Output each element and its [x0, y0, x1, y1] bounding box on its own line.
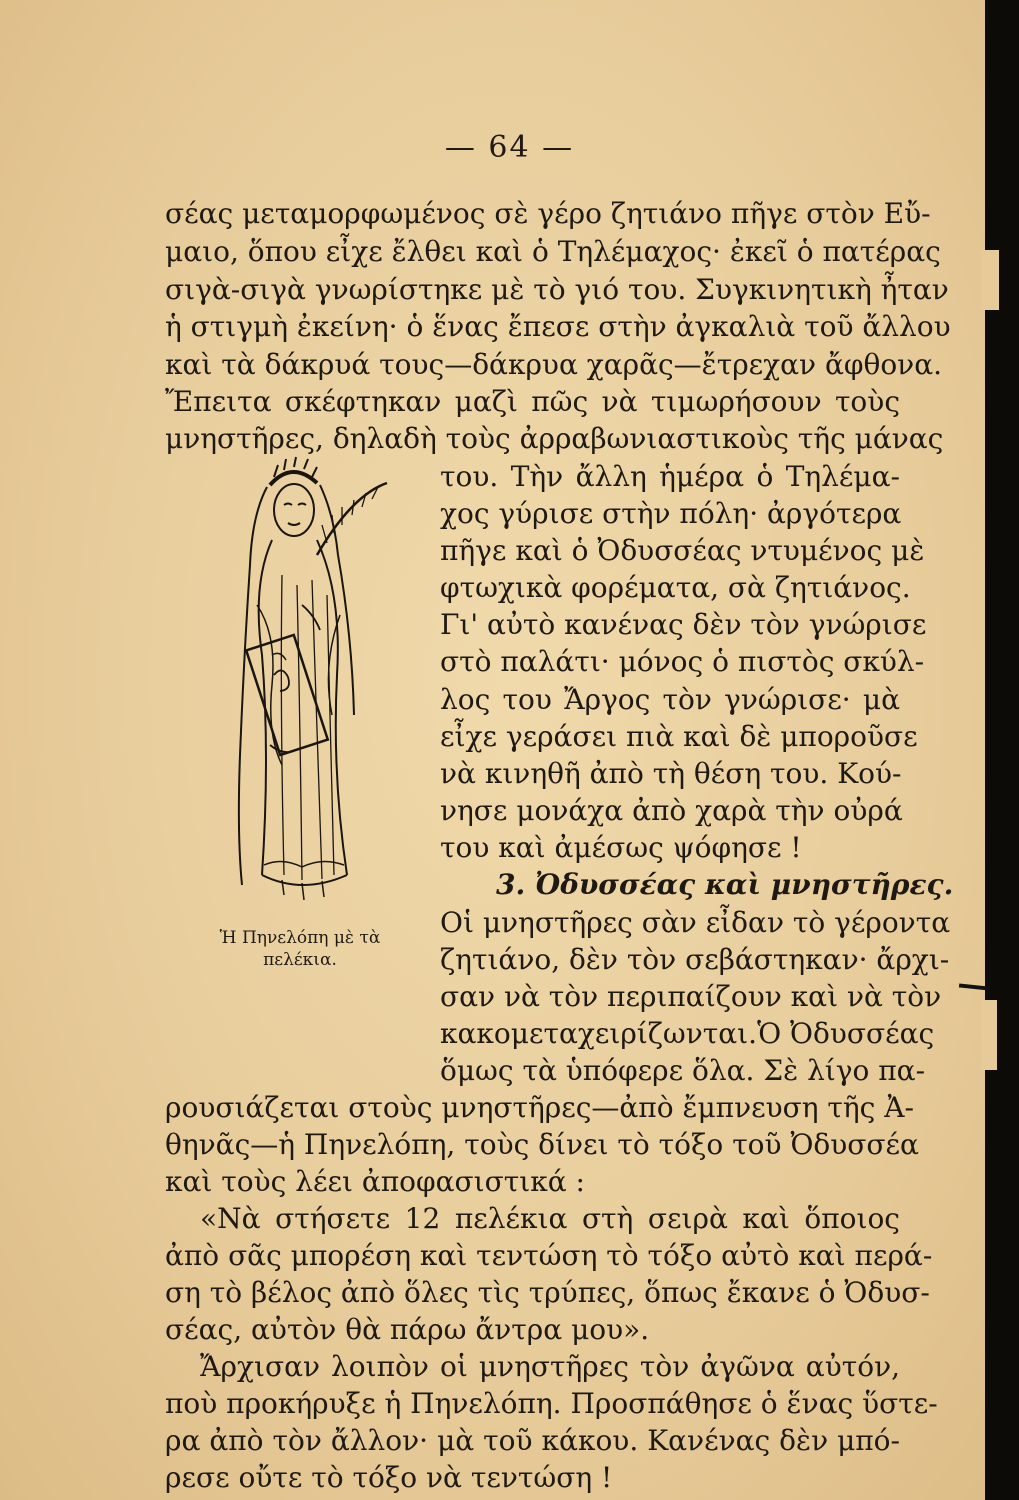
text-line: σιγὰ-σιγὰ γνωρίστηκε μὲ τὸ γιό του. Συγκινητικὴ ἦταν: [165, 273, 949, 306]
text-line: του. Τὴν ἄλλη ἡμέρα ὁ Τηλέμα-: [440, 460, 900, 493]
text-line: κακομεταχειρίζωνται.Ὁ Ὀδυσσέας: [440, 1017, 935, 1050]
text-line: ρεσε οὔτε τὸ τόξο νὰ τεντώση !: [165, 1461, 613, 1494]
torn-edge-notch: [981, 250, 999, 310]
text-line: ρουσιάζεται στοὺς μνηστῆρες—ἀπὸ ἔμπνευση τῆς Ἀ-: [165, 1091, 914, 1124]
section-heading: 3. Ὀδυσσέας καὶ μνηστῆρες.: [496, 868, 954, 901]
text-line: σαν νὰ τὸν περιπαίζουν καὶ νὰ τὸν: [440, 980, 942, 1013]
text-line: λος του Ἄργος τὸν γνώρισε· μὰ: [440, 683, 900, 716]
text-line: στὸ παλάτι· μόνος ὁ πιστὸς σκύλ-: [440, 645, 925, 678]
caption-line: Ἡ Πηνελόπη μὲ τὰ: [219, 928, 381, 948]
text-line: καὶ τὰ δάκρυά τους—δάκρυα χαρᾶς—ἔτρεχαν ἄφθονα.: [165, 348, 943, 381]
text-line: ὅμως τὰ ὑπόφερε ὅλα. Σὲ λίγο πα-: [440, 1054, 926, 1087]
text-line: μαιο, ὅπου εἶχε ἔλθει καὶ ὁ Τηλέμαχος· ἐκεῖ ὁ πατέρας: [165, 235, 941, 268]
text-line: μνηστῆρες, δηλαδὴ τοὺς ἀρραβωνιαστικοὺς τῆς μάνας: [165, 422, 944, 455]
penelope-illustration: [222, 455, 412, 925]
text-line: Ἔπειτα σκέφτηκαν μαζὶ πῶς νὰ τιμωρήσουν τοὺς: [165, 385, 900, 418]
caption-line: πελέκια.: [263, 950, 337, 970]
text-line: εἶχε γεράσει πιὰ καὶ δὲ μποροῦσε: [440, 720, 918, 753]
text-line: νησε μονάχα ἀπὸ χαρὰ τὴν οὐρά: [440, 794, 903, 827]
text-line: Ἄρχισαν λοιπὸν οἱ μνηστῆρες τὸν ἀγῶνα αὐτόν,: [200, 1350, 900, 1383]
text-line: Οἱ μνηστῆρες σὰν εἶδαν τὸ γέροντα: [440, 906, 951, 939]
page-number: — 64 —: [444, 130, 575, 165]
text-line: καὶ τοὺς λέει ἀποφασιστικά :: [165, 1165, 585, 1198]
text-line: ζητιάνο, δὲν τὸν σεβάστηκαν· ἄρχι-: [440, 943, 950, 976]
text-line: ποὺ προκήρυξε ἡ Πηνελόπη. Προσπάθησε ὁ ἕνας ὕστε-: [165, 1387, 938, 1420]
text-line: του καὶ ἀμέσως ψόφησε !: [440, 831, 802, 864]
text-line: ἡ στιγμὴ ἐκείνη· ὁ ἕνας ἔπεσε στὴν ἀγκαλιὰ τοῦ ἄλλου: [165, 310, 951, 343]
text-line: χος γύρισε στὴν πόλη· ἀργότερα: [440, 497, 902, 530]
text-line: νὰ κινηθῆ ἀπὸ τὴ θέση του. Κού-: [440, 757, 902, 790]
text-line: πῆγε καὶ ὁ Ὀδυσσέας ντυμένος μὲ: [440, 534, 925, 567]
text-line: φτωχικὰ φορέματα, σὰ ζητιάνος.: [440, 571, 911, 604]
text-line: ση τὸ βέλος ἀπὸ ὅλες τὶς τρύπες, ὅπως ἔκανε ὁ Ὀδυσ-: [165, 1276, 930, 1309]
text-line: «Νὰ στήσετε 12 πελέκια στὴ σειρὰ καὶ ὅποιος: [200, 1202, 900, 1235]
text-line: ρα ἀπὸ τὸν ἄλλον· μὰ τοῦ κάκου. Κανένας δὲν μπό-: [165, 1424, 900, 1457]
text-line: σέας, αὐτὸν θὰ πάρω ἄντρα μου».: [165, 1313, 650, 1346]
text-line: θηνᾶς—ἡ Πηνελόπη, τοὺς δίνει τὸ τόξο τοῦ Ὀδυσσέα: [165, 1128, 919, 1161]
text-line: σέας μεταμορφωμένος σὲ γέρο ζητιάνο πῆγε στὸν Εὔ-: [165, 197, 931, 230]
text-line: ἀπὸ σᾶς μπορέση καὶ τεντώση τὸ τόξο αὐτὸ καὶ περά-: [165, 1239, 933, 1272]
scan-dark-edge: [985, 0, 1019, 1500]
illustration-caption: [190, 927, 410, 971]
text-line: Γι' αὐτὸ κανένας δὲν τὸν γνώρισε: [440, 608, 927, 641]
torn-edge-notch: [981, 1000, 997, 1070]
